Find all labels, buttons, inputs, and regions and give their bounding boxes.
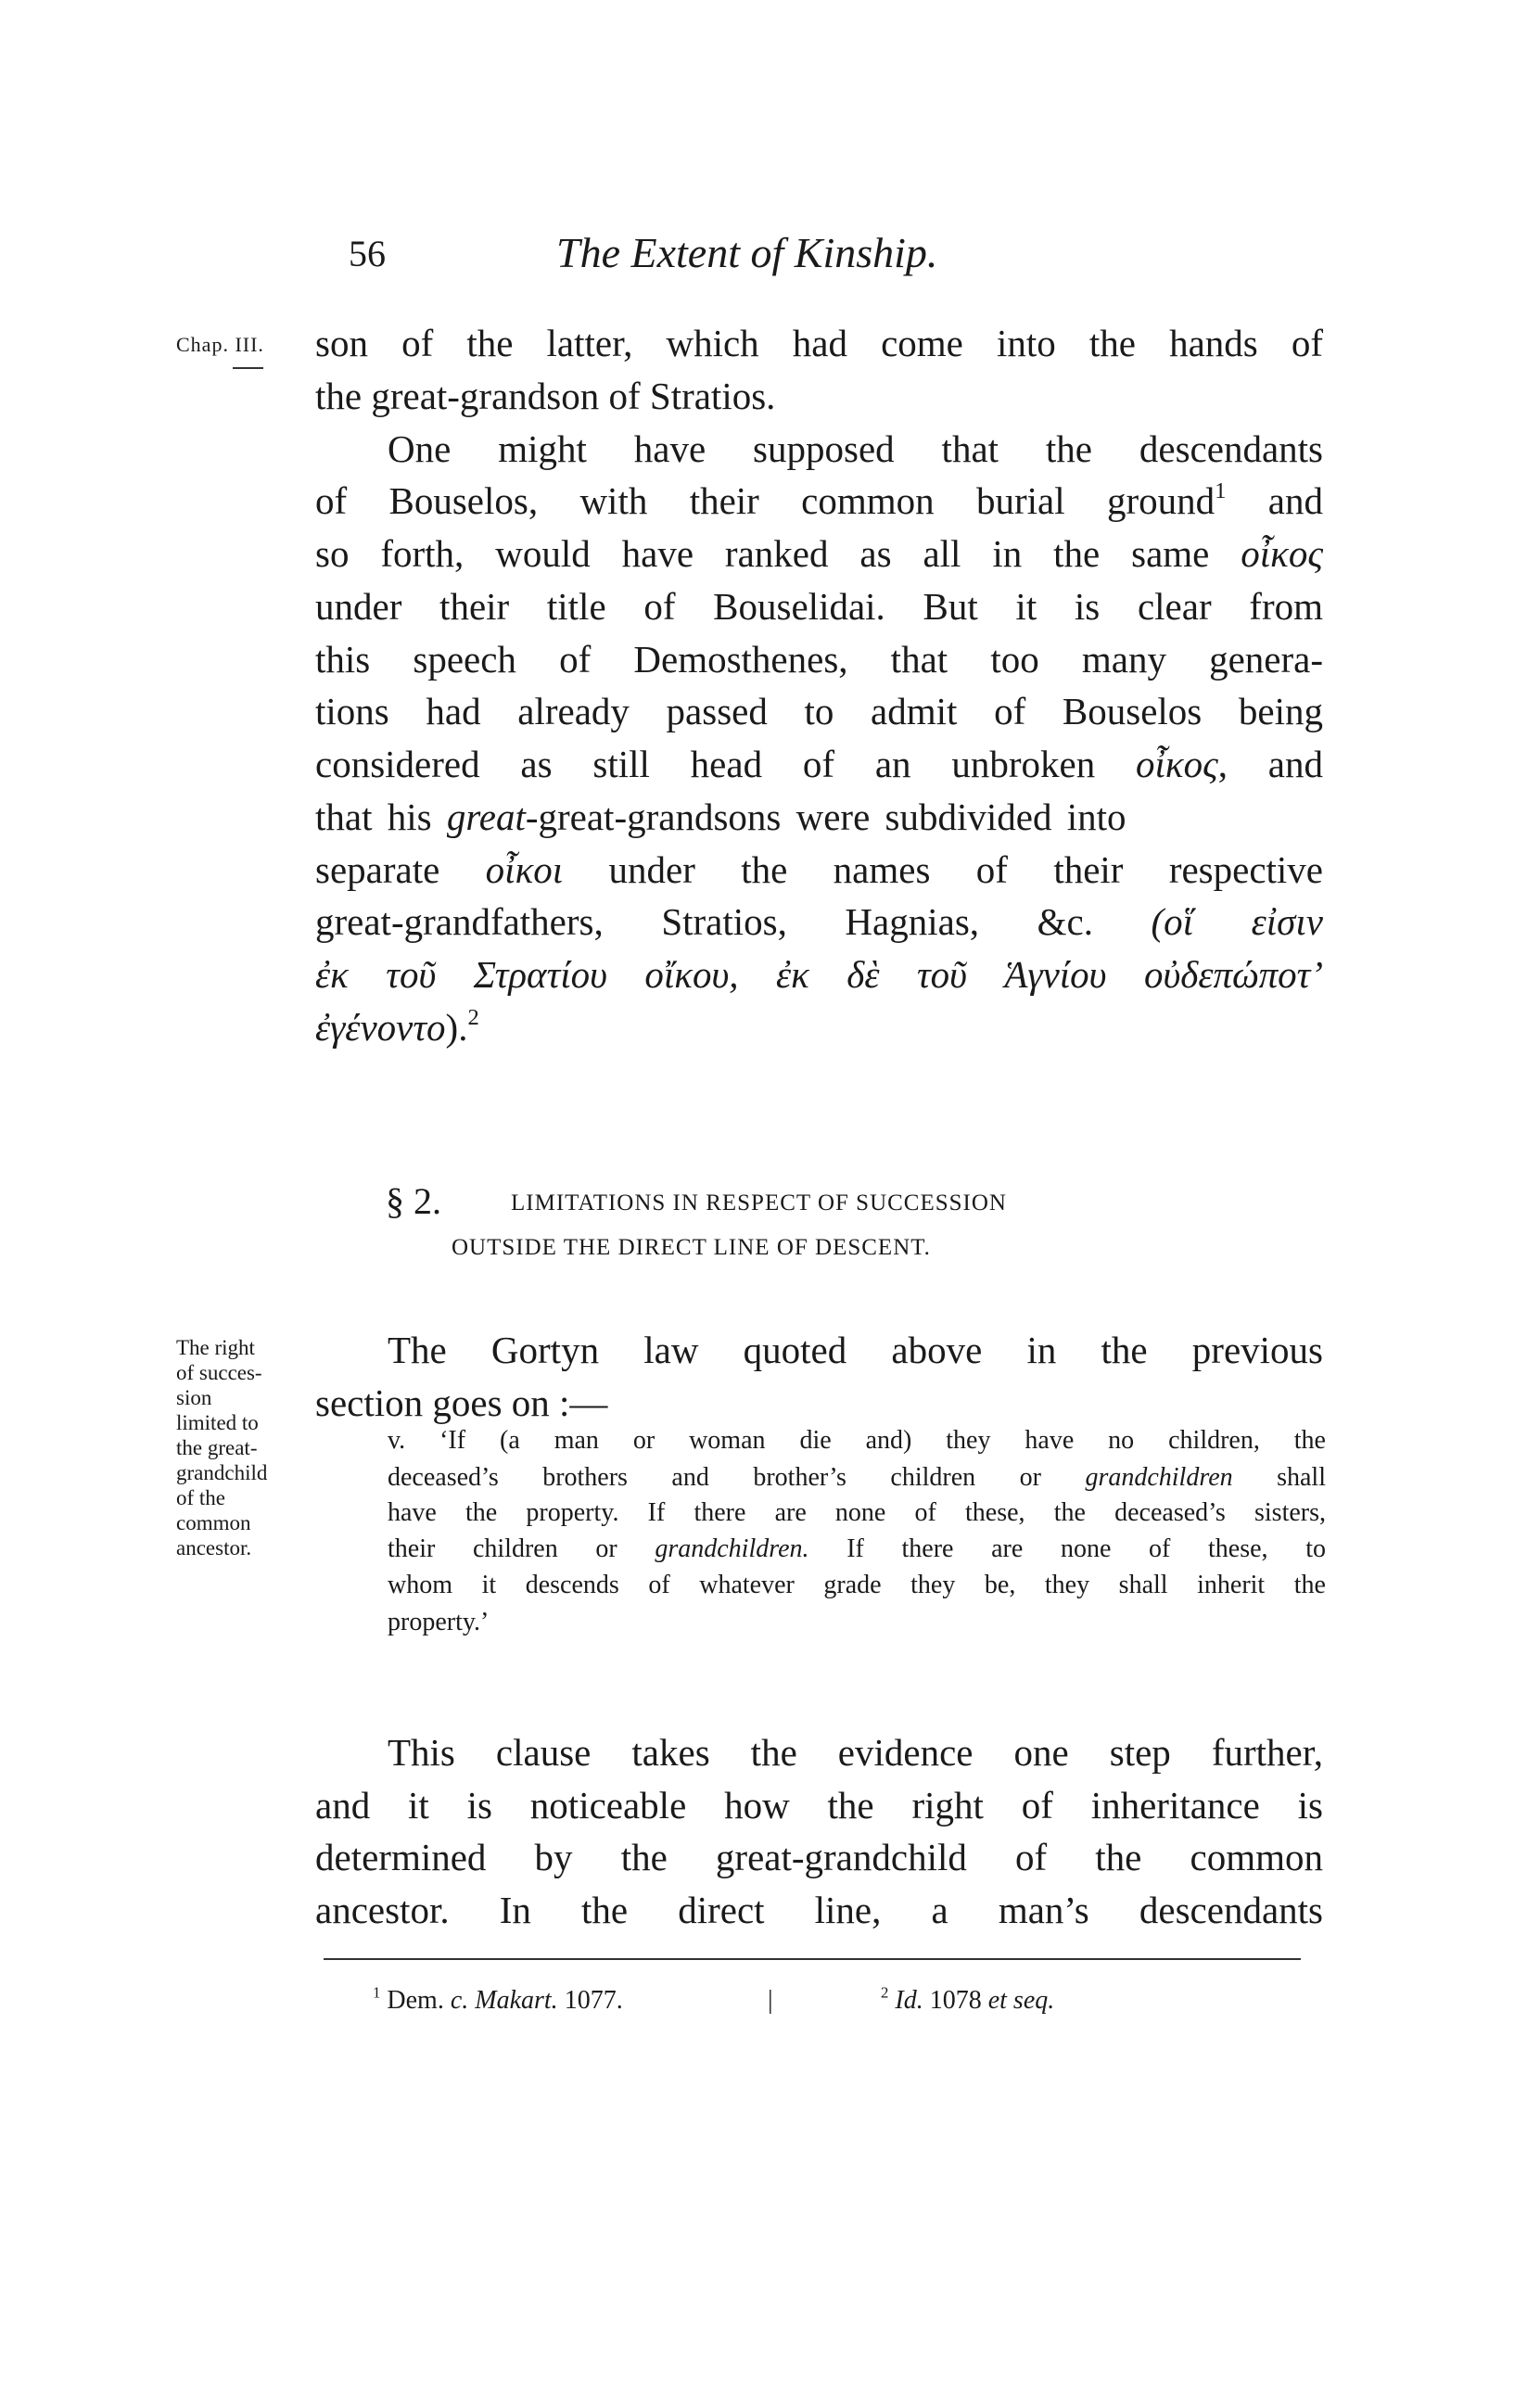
text-segment: et seq. bbox=[987, 1986, 1055, 2015]
text-segment: separate bbox=[315, 848, 486, 891]
text-segment: Id. bbox=[895, 1986, 923, 2015]
text-segment: The Gortyn law quoted above in the previous bbox=[388, 1329, 1323, 1371]
text-segment: their children or bbox=[388, 1534, 655, 1563]
text-segment: c. Makart. bbox=[450, 1986, 558, 2015]
text-segment: this speech of Demosthenes, that too many genera- bbox=[315, 638, 1323, 681]
text-segment: οἶκος bbox=[1241, 532, 1323, 575]
text-segment: deceased’s brothers and brother’s children or bbox=[388, 1463, 1086, 1492]
text-line bbox=[388, 1731, 1323, 1774]
text-segment: property.’ bbox=[388, 1608, 490, 1636]
quote-line bbox=[388, 1536, 1326, 1562]
text-line bbox=[315, 745, 1323, 783]
text-segment: οἶκοι bbox=[485, 848, 564, 891]
text-segment: (οἵ εἰσιν bbox=[1151, 900, 1323, 943]
text-line bbox=[315, 532, 1323, 575]
margin-note-line: the great- bbox=[176, 1436, 258, 1459]
page-number: 56 bbox=[349, 233, 386, 274]
text-line bbox=[315, 1784, 1323, 1827]
text-segment: -great-grandsons were subdivided into bbox=[525, 796, 1126, 838]
text-segment: ancestor. In the direct line, a man’s descendants bbox=[315, 1889, 1323, 1931]
text-segment: considered as still head of an unbroken bbox=[315, 743, 1137, 785]
text-line bbox=[315, 798, 1323, 836]
margin-note-line: sion bbox=[176, 1386, 212, 1409]
text-segment: ἐκ τοῦ Στρατίου οἴκου, ἐκ δὲ τοῦ Ἁγνίου οὐδεπώποτ’ bbox=[315, 953, 1323, 996]
margin-note bbox=[176, 1335, 267, 1560]
text-line bbox=[388, 1331, 1323, 1369]
text-segment: 1077. bbox=[557, 1986, 623, 2015]
margin-note-line: of succes- bbox=[176, 1361, 262, 1384]
running-title: The Extent of Kinship. bbox=[556, 229, 938, 276]
text-segment: This clause takes the evidence one step further, bbox=[388, 1731, 1323, 1774]
text-segment: the great-grandson of Stratios. bbox=[315, 375, 776, 417]
text-line bbox=[315, 638, 1323, 681]
chapter-label: Chap. III. bbox=[176, 333, 264, 356]
text-segment: grandchildren. bbox=[655, 1534, 809, 1563]
margin-note-line: The right bbox=[176, 1336, 255, 1359]
text-segment: great-grandfathers, Stratios, Hagnias, &c. bbox=[315, 900, 1152, 943]
text-segment: under the names of their respective bbox=[563, 848, 1324, 891]
text-segment: of Bouselos, with their common burial ground bbox=[315, 479, 1215, 522]
footnote-ref: 1 bbox=[373, 1983, 381, 2002]
text-line bbox=[315, 377, 775, 415]
text-segment: and it is noticeable how the right of inheritance is bbox=[315, 1784, 1323, 1827]
text-line bbox=[315, 848, 1324, 891]
footnote-divider: | bbox=[768, 1986, 773, 2015]
section-number: § 2. bbox=[386, 1180, 441, 1222]
text-segment: and bbox=[1226, 479, 1324, 522]
text-segment: ). bbox=[445, 1006, 468, 1049]
footnote-ref: 2 bbox=[881, 1983, 889, 2002]
text-line bbox=[315, 690, 1323, 732]
footnote-1 bbox=[373, 1983, 623, 2016]
text-segment: whom it descends of whatever grade they be, they shall inherit the bbox=[388, 1571, 1326, 1599]
text-line bbox=[315, 900, 1323, 943]
footnote-ref: 1 bbox=[1215, 477, 1227, 503]
footnote-rule bbox=[324, 1958, 1301, 1960]
text-segment: v. ‘If (a man or woman die and) they have no children, the bbox=[388, 1426, 1326, 1455]
text-segment: οἶκος bbox=[1136, 743, 1218, 785]
text-segment: son of the latter, which had come into the hands of bbox=[315, 322, 1323, 364]
quote-line bbox=[388, 1465, 1326, 1491]
text-line bbox=[315, 322, 1323, 364]
section-title-line-2: OUTSIDE THE DIRECT LINE OF DESCENT. bbox=[452, 1235, 931, 1260]
text-segment: One might have supposed that the descendants bbox=[388, 427, 1323, 470]
text-line bbox=[315, 1891, 1323, 1929]
section-title-line-1: LIMITATIONS IN RESPECT OF SUCCESSION bbox=[511, 1190, 1007, 1216]
chapter-marker bbox=[176, 330, 264, 358]
text-line bbox=[388, 427, 1323, 470]
quote-line bbox=[388, 1428, 1326, 1454]
text-segment: ἐγένοντο bbox=[315, 1006, 446, 1049]
text-line bbox=[315, 953, 1323, 996]
text-segment: 1078 bbox=[923, 1986, 988, 2015]
text-segment: great bbox=[446, 796, 526, 838]
text-segment: Dem. bbox=[380, 1986, 451, 2015]
margin-note-line: limited to bbox=[176, 1411, 259, 1434]
margin-note-line: common bbox=[176, 1511, 251, 1534]
chapter-dash bbox=[233, 367, 263, 369]
text-segment: so forth, would have ranked as all in the same bbox=[315, 532, 1241, 575]
margin-note-line: ancestor. bbox=[176, 1536, 252, 1559]
footnote-2 bbox=[881, 1983, 1055, 2016]
text-segment: determined by the great-grandchild of the common bbox=[315, 1836, 1323, 1878]
text-segment: , and bbox=[1217, 743, 1323, 785]
text-segment: tions had already passed to admit of Bouselos being bbox=[315, 690, 1323, 732]
text-segment: under their title of Bouselidai. But it is clear from bbox=[315, 585, 1323, 628]
text-segment: section goes on :— bbox=[315, 1381, 608, 1424]
text-segment: If there are none of these, to bbox=[808, 1534, 1326, 1563]
footnote-ref: 2 bbox=[467, 1004, 479, 1030]
text-line bbox=[315, 477, 1324, 522]
text-line bbox=[315, 1381, 608, 1424]
text-segment: have the property. If there are none of these, the deceased’s sisters, bbox=[388, 1498, 1326, 1527]
margin-note-line: grandchild bbox=[176, 1461, 268, 1484]
text-segment: grandchildren bbox=[1085, 1463, 1233, 1492]
quote-line bbox=[388, 1500, 1326, 1526]
quote-line bbox=[388, 1572, 1326, 1598]
margin-note-line: of the bbox=[176, 1486, 226, 1509]
text-line bbox=[315, 585, 1323, 628]
text-line bbox=[315, 1004, 479, 1049]
text-segment: shall bbox=[1232, 1463, 1326, 1492]
text-segment: that his bbox=[315, 796, 447, 838]
text-line bbox=[315, 1836, 1323, 1878]
quote-line bbox=[388, 1610, 489, 1636]
